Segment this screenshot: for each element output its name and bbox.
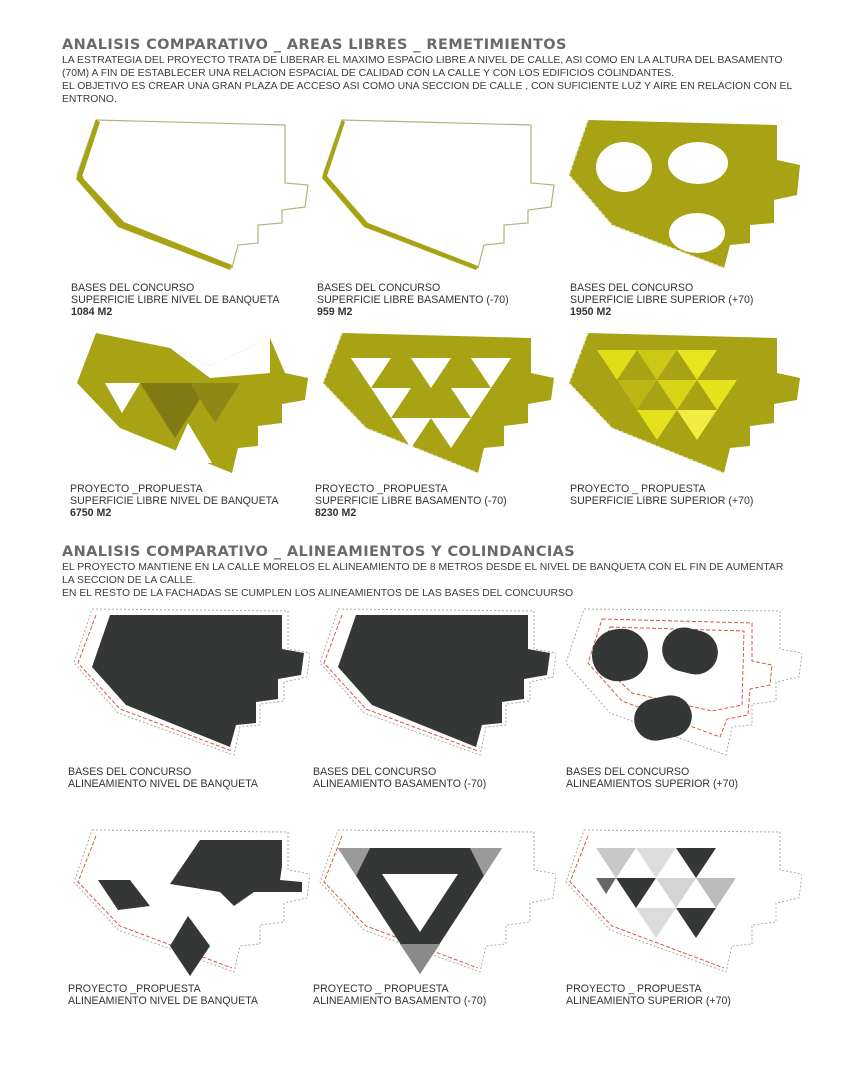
tower-triangle (676, 908, 716, 938)
caption-alineamiento-bases-basamento (313, 766, 486, 790)
plan-alineamiento-propuesta-superior (562, 826, 802, 976)
plan-alineamiento-propuesta-basamento (316, 826, 556, 976)
caption-line: BASES DEL CONCURSO (566, 766, 690, 778)
caption-area: 8230 M2 (315, 507, 357, 520)
built-footprint (92, 615, 304, 747)
built-footprint (98, 880, 150, 910)
caption-propuesta-superior (570, 483, 753, 507)
plan-bases-basamento (316, 115, 556, 275)
caption-line: ALINEAMIENTO NIVEL DE BANQUETA (68, 778, 258, 791)
tower-triangle (616, 878, 656, 908)
caption-line: SUPERFICIE LIBRE SUPERIOR (+70) (570, 294, 754, 307)
tower-triangle (696, 878, 736, 908)
caption-line: SUPERFICIE LIBRE SUPERIOR (+70) (570, 495, 754, 508)
plan-bases-superior (562, 115, 802, 275)
caption-line: ALINEAMIENTO BASAMENTO (-70) (313, 995, 487, 1008)
tower-void (596, 142, 652, 192)
caption-line: BASES DEL CONCURSO (71, 282, 195, 294)
caption-line: PROYECTO _ PROPUESTA (570, 483, 706, 495)
tower-void (668, 142, 728, 184)
caption-area: 1084 M2 (71, 306, 113, 319)
caption-alineamiento-propuesta-superior (566, 983, 731, 1007)
caption-line: PROYECTO _PROPUESTA (315, 483, 448, 495)
caption-line: ALINEAMIENTO BASAMENTO (-70) (313, 778, 487, 791)
caption-propuesta-basamento (315, 483, 507, 520)
caption-line: BASES DEL CONCURSO (317, 282, 441, 294)
section-title-alineamientos: ANALISIS COMPARATIVO _ ALINEAMIENTOS Y COLINDANCIAS (62, 544, 576, 560)
caption-area: 6750 M2 (70, 507, 112, 520)
site-outline (323, 120, 554, 268)
shade-triangle (400, 944, 440, 974)
tower-footprint (630, 691, 695, 744)
caption-alineamiento-bases-banqueta (68, 766, 258, 790)
tower-footprint (658, 623, 723, 679)
caption-bases-superior (570, 282, 753, 319)
plan-propuesta-banqueta (70, 328, 310, 478)
plan-bases-banqueta (70, 115, 310, 275)
caption-area: 1950 M2 (570, 306, 612, 319)
caption-line: PROYECTO _ PROPUESTA (313, 983, 449, 995)
caption-bases-basamento (317, 282, 509, 319)
tower-triangle (636, 908, 676, 938)
tower-triangle (596, 848, 636, 878)
plan-propuesta-superior (562, 328, 802, 478)
section-intro-areas-libres (62, 54, 797, 106)
caption-line: BASES DEL CONCURSO (313, 766, 437, 778)
caption-alineamiento-propuesta-banqueta (68, 983, 258, 1007)
free-area (323, 333, 554, 473)
caption-line: BASES DEL CONCURSO (570, 282, 694, 294)
intro-paragraph: LA ESTRATEGIA DEL PROYECTO TRATA DE LIBERAR EL MAXIMO ESPACIO LIBRE A NIVEL DE CALLE, ASI COMO EN LA ALTURA DEL BASAMENTO (70M) A FIN DE ESTABLECER UNA RELACION ESPACIAL DE CALIDAD CON LA CALLE Y CON LOS EDIFICIOS COLINDANTES. (62, 55, 783, 79)
built-footprint (170, 916, 210, 976)
caption-alineamiento-propuesta-basamento (313, 983, 486, 1007)
tower-triangle (636, 848, 676, 878)
caption-line: ALINEAMIENTOS SUPERIOR (+70) (566, 778, 738, 791)
caption-line: ALINEAMIENTO SUPERIOR (+70) (566, 995, 731, 1008)
caption-line: SUPERFICIE LIBRE NIVEL DE BANQUETA (71, 294, 280, 307)
caption-line: PROYECTO _PROPUESTA (70, 483, 203, 495)
intro-paragraph: EN EL RESTO DE LA FACHADAS SE CUMPLEN LOS ALINEAMIENTOS DE LAS BASES DEL CONCUURSO (62, 588, 574, 599)
caption-line: BASES DEL CONCURSO (68, 766, 192, 778)
caption-bases-banqueta (71, 282, 279, 319)
caption-line: PROYECTO _ PROPUESTA (566, 983, 702, 995)
caption-area: 959 M2 (317, 306, 353, 319)
caption-line: SUPERFICIE LIBRE BASAMENTO (-70) (317, 294, 509, 307)
caption-alineamiento-bases-superior (566, 766, 738, 790)
caption-propuesta-banqueta (70, 483, 278, 520)
section-intro-alineamientos (62, 561, 797, 600)
built-footprint (170, 840, 302, 906)
site-outline (77, 120, 308, 268)
caption-line: ALINEAMIENTO NIVEL DE BANQUETA (68, 995, 258, 1008)
tower-triangle (656, 878, 696, 908)
intro-paragraph: EL PROYECTO MANTIENE EN LA CALLE MORELOS EL ALINEAMIENTO DE 8 METROS DESDE EL NIVEL DE BANQUETA CON EL FIN DE AUMENTAR LA SECCION DE LA CALLE. (62, 562, 784, 586)
tower-triangle (596, 878, 616, 894)
tower-triangle (676, 848, 716, 878)
plan-alineamiento-bases-banqueta (70, 605, 310, 765)
section-title-areas-libres: ANALISIS COMPARATIVO _ AREAS LIBRES _ REMETIMIENTOS (62, 37, 567, 53)
plan-propuesta-basamento (316, 328, 556, 478)
tower-footprint (589, 625, 652, 684)
plan-alineamiento-propuesta-banqueta (70, 826, 310, 976)
tower-void (669, 213, 725, 253)
caption-line: SUPERFICIE LIBRE BASAMENTO (-70) (315, 495, 507, 508)
plan-alineamiento-bases-superior (562, 605, 802, 765)
intro-paragraph: EL OBJETIVO ES CREAR UNA GRAN PLAZA DE ACCESO ASI COMO UNA SECCION DE CALLE , CON SUFICIENTE LUZ Y AIRE EN RELACION CON EL ENTRONO. (62, 81, 792, 105)
plan-alineamiento-bases-basamento (316, 605, 556, 765)
caption-line: PROYECTO _PROPUESTA (68, 983, 201, 995)
built-footprint (338, 615, 550, 747)
caption-line: SUPERFICIE LIBRE NIVEL DE BANQUETA (70, 495, 279, 508)
